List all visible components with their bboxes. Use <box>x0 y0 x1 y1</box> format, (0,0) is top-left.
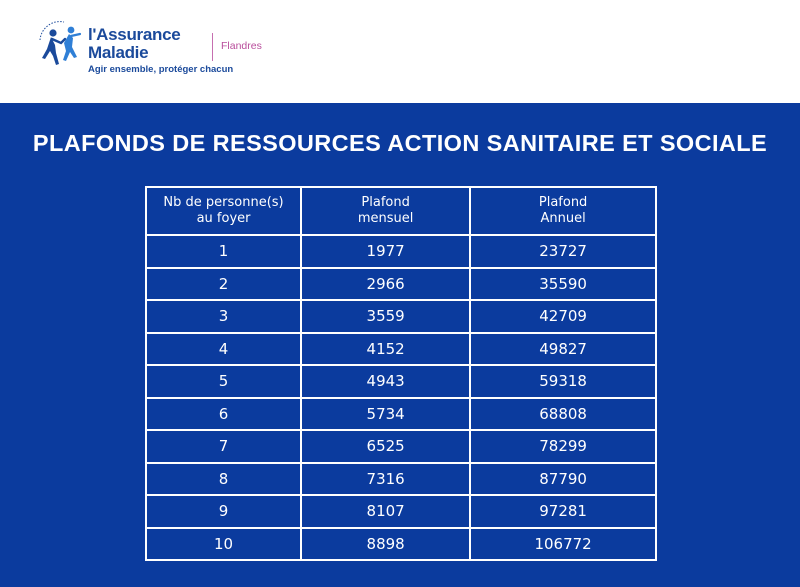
brand-name-line2: Maladie <box>88 43 149 62</box>
table-row <box>146 268 656 301</box>
table-row <box>146 365 656 398</box>
header-text: Annuel <box>540 211 586 226</box>
table-cell: 68808 <box>470 398 656 431</box>
table-cell: 49827 <box>470 333 656 366</box>
header-text: Nb de personne(s) <box>163 195 284 210</box>
table-cell: 4943 <box>301 365 470 398</box>
table-header-row <box>146 187 656 235</box>
table-cell: 10 <box>146 528 301 561</box>
column-header-personnes <box>146 187 301 235</box>
table-row <box>146 528 656 561</box>
header-text: mensuel <box>357 211 414 226</box>
brand-tagline: Agir ensemble, protéger chacun <box>88 64 234 75</box>
table-cell: 1977 <box>301 235 470 268</box>
table-cell: 78299 <box>470 430 656 463</box>
main-panel <box>0 103 800 587</box>
page-title: PLAFONDS DE RESSOURCES ACTION SANITAIRE ET SOCIALE <box>32 130 768 156</box>
table-cell: 87790 <box>470 463 656 496</box>
table-cell: 3 <box>146 300 301 333</box>
table-cell: 59318 <box>470 365 656 398</box>
table-cell: 42709 <box>470 300 656 333</box>
table-cell: 35590 <box>470 268 656 301</box>
table-cell: 6 <box>146 398 301 431</box>
table-cell: 2966 <box>301 268 470 301</box>
table-cell: 6525 <box>301 430 470 463</box>
table-cell: 4 <box>146 333 301 366</box>
table-cell: 23727 <box>470 235 656 268</box>
table-cell: 3559 <box>301 300 470 333</box>
table-cell: 8107 <box>301 495 470 528</box>
assurance-maladie-logo-icon <box>34 18 86 70</box>
table-row <box>146 398 656 431</box>
header-text: au foyer <box>196 211 251 226</box>
table-row <box>146 430 656 463</box>
table-row <box>146 300 656 333</box>
table-cell: 97281 <box>470 495 656 528</box>
table-cell: 5734 <box>301 398 470 431</box>
table-cell: 4152 <box>301 333 470 366</box>
column-header-mensuel <box>301 187 470 235</box>
region-label: Flandres <box>221 40 262 52</box>
table-row <box>146 495 656 528</box>
table-cell: 106772 <box>470 528 656 561</box>
header-text: Plafond <box>361 195 410 210</box>
brand-name-line1: l'Assurance <box>88 25 181 44</box>
table-cell: 7316 <box>301 463 470 496</box>
table-cell: 9 <box>146 495 301 528</box>
header <box>0 0 800 103</box>
table-cell: 1 <box>146 235 301 268</box>
table-cell: 5 <box>146 365 301 398</box>
table-row <box>146 333 656 366</box>
ressources-table <box>145 186 657 561</box>
table-cell: 8898 <box>301 528 470 561</box>
table-row <box>146 235 656 268</box>
table-row <box>146 463 656 496</box>
table-cell: 2 <box>146 268 301 301</box>
header-divider <box>212 33 213 61</box>
table-cell: 7 <box>146 430 301 463</box>
header-text: Plafond <box>538 195 588 210</box>
column-header-annuel <box>470 187 656 235</box>
table-cell: 8 <box>146 463 301 496</box>
